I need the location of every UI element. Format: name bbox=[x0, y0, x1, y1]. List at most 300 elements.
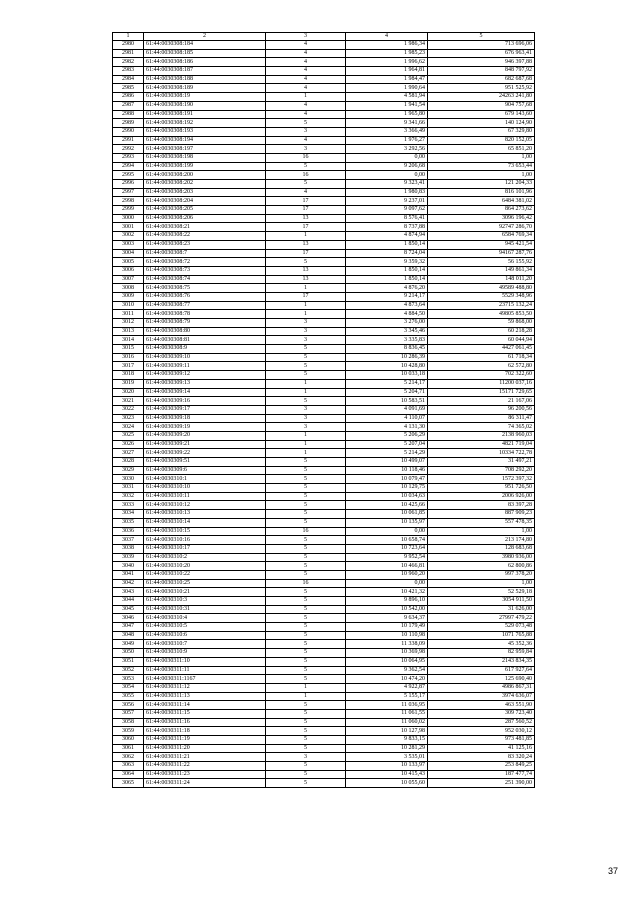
table-row bbox=[113, 779, 535, 788]
cadastral-value-cell: 1,00 bbox=[428, 153, 535, 162]
cadastral-number-cell: 61:44:0030311:12 bbox=[144, 683, 266, 692]
specific-value-cell: 1 976,27 bbox=[346, 136, 428, 145]
cadastral-value-cell: 49589 488,80 bbox=[428, 284, 535, 293]
group-cell: 3 bbox=[266, 145, 346, 154]
cadastral-value-cell: 11200 037,16 bbox=[428, 379, 535, 388]
specific-value-cell: 9 237,01 bbox=[346, 197, 428, 206]
row-number-cell: 3028 bbox=[113, 458, 144, 467]
specific-value-cell: 9 323,41 bbox=[346, 180, 428, 189]
specific-value-cell: 5 207,04 bbox=[346, 440, 428, 449]
specific-value-cell: 4 581,94 bbox=[346, 93, 428, 102]
cadastral-value-cell: 309 723,40 bbox=[428, 709, 535, 718]
table-row bbox=[113, 466, 535, 475]
row-number-cell: 3051 bbox=[113, 657, 144, 666]
row-number-cell: 3063 bbox=[113, 762, 144, 771]
cadastral-value-cell: 140 124,90 bbox=[428, 119, 535, 128]
cadastral-number-cell: 61:44:0030308:186 bbox=[144, 58, 266, 67]
cadastral-number-cell: 61:44:0030308:187 bbox=[144, 67, 266, 76]
table-row bbox=[113, 562, 535, 571]
cadastral-number-cell: 61:44:0030310:21 bbox=[144, 588, 266, 597]
table-row bbox=[113, 310, 535, 319]
cadastral-value-cell: 820 152,05 bbox=[428, 136, 535, 145]
table-row bbox=[113, 362, 535, 371]
specific-value-cell: 10 281,29 bbox=[346, 744, 428, 753]
cadastral-number-cell: 61:44:0030310:31 bbox=[144, 605, 266, 614]
cadastral-number-cell: 61:44:0030310:6 bbox=[144, 631, 266, 640]
cadastral-number-cell: 61:44:0030309:22 bbox=[144, 449, 266, 458]
specific-value-cell: 8 576,41 bbox=[346, 214, 428, 223]
table-row bbox=[113, 171, 535, 180]
group-cell: 4 bbox=[266, 110, 346, 119]
row-number-cell: 2999 bbox=[113, 206, 144, 215]
cadastral-number-cell: 61:44:0030310:7 bbox=[144, 640, 266, 649]
table-row bbox=[113, 492, 535, 501]
row-number-cell: 2995 bbox=[113, 171, 144, 180]
cadastral-value-cell: 56 155,92 bbox=[428, 258, 535, 267]
table-row bbox=[113, 527, 535, 536]
cadastral-number-cell: 61:44:0030310:22 bbox=[144, 570, 266, 579]
table-row bbox=[113, 223, 535, 232]
row-number-cell: 3005 bbox=[113, 258, 144, 267]
cadastral-value-cell: 60 044,94 bbox=[428, 336, 535, 345]
header-cell-5: 5 bbox=[428, 33, 535, 41]
group-cell: 1 bbox=[266, 379, 346, 388]
cadastral-value-cell: 92747 286,70 bbox=[428, 223, 535, 232]
row-number-cell: 3015 bbox=[113, 345, 144, 354]
specific-value-cell: 5 214,17 bbox=[346, 379, 428, 388]
group-cell: 5 bbox=[266, 736, 346, 745]
table-row bbox=[113, 449, 535, 458]
table-row bbox=[113, 206, 535, 215]
group-cell: 5 bbox=[266, 258, 346, 267]
table-row bbox=[113, 67, 535, 76]
cadastral-value-cell: 5529 348,96 bbox=[428, 292, 535, 301]
cadastral-number-cell: 61:44:0030308:198 bbox=[144, 153, 266, 162]
table-row bbox=[113, 119, 535, 128]
specific-value-cell: 4 874,94 bbox=[346, 232, 428, 241]
cadastral-value-cell: 31 626,00 bbox=[428, 605, 535, 614]
cadastral-value-cell: 2006 926,00 bbox=[428, 492, 535, 501]
table-row bbox=[113, 709, 535, 718]
table-row bbox=[113, 649, 535, 658]
cadastral-value-cell: 1,00 bbox=[428, 579, 535, 588]
cadastral-value-cell: 713 696,06 bbox=[428, 41, 535, 50]
table-row bbox=[113, 727, 535, 736]
specific-value-cell: 10 369,98 bbox=[346, 649, 428, 658]
table-row bbox=[113, 675, 535, 684]
table-row bbox=[113, 458, 535, 467]
cadastral-number-cell: 61:44:0030308:204 bbox=[144, 197, 266, 206]
cadastral-value-cell: 10334 722,78 bbox=[428, 449, 535, 458]
cadastral-value-cell: 82 959,84 bbox=[428, 649, 535, 658]
row-number-cell: 2980 bbox=[113, 41, 144, 50]
cadastral-value-cell: 682 687,68 bbox=[428, 75, 535, 84]
cadastral-number-cell: 61:44:0030308:80 bbox=[144, 327, 266, 336]
row-number-cell: 3003 bbox=[113, 240, 144, 249]
table-row bbox=[113, 431, 535, 440]
table-row bbox=[113, 683, 535, 692]
group-cell: 4 bbox=[266, 75, 346, 84]
cadastral-number-cell: 61:44:0030309:19 bbox=[144, 423, 266, 432]
group-cell: 5 bbox=[266, 614, 346, 623]
specific-value-cell: 4 873,64 bbox=[346, 301, 428, 310]
specific-value-cell: 11 036,95 bbox=[346, 701, 428, 710]
specific-value-cell: 10 133,97 bbox=[346, 762, 428, 771]
table-header-row bbox=[113, 33, 535, 41]
specific-value-cell: 1 965,80 bbox=[346, 110, 428, 119]
cadastral-number-cell: 61:44:0030310:11 bbox=[144, 492, 266, 501]
specific-value-cell: 1 985,23 bbox=[346, 49, 428, 58]
specific-value-cell: 1 984,47 bbox=[346, 75, 428, 84]
table-row bbox=[113, 388, 535, 397]
row-number-cell: 3031 bbox=[113, 484, 144, 493]
specific-value-cell: 8 724,04 bbox=[346, 249, 428, 258]
table-row bbox=[113, 544, 535, 553]
cadastral-number-cell: 61:44:0030308:23 bbox=[144, 240, 266, 249]
group-cell: 16 bbox=[266, 171, 346, 180]
cadastral-number-cell: 61:44:0030309:14 bbox=[144, 388, 266, 397]
cadastral-value-cell: 41 125,16 bbox=[428, 744, 535, 753]
group-cell: 17 bbox=[266, 197, 346, 206]
group-cell: 5 bbox=[266, 501, 346, 510]
row-number-cell: 3061 bbox=[113, 744, 144, 753]
group-cell: 5 bbox=[266, 484, 346, 493]
table-row bbox=[113, 258, 535, 267]
cadastral-number-cell: 61:44:0030308:185 bbox=[144, 49, 266, 58]
row-number-cell: 3021 bbox=[113, 397, 144, 406]
group-cell: 5 bbox=[266, 597, 346, 606]
row-number-cell: 3018 bbox=[113, 371, 144, 380]
group-cell: 5 bbox=[266, 371, 346, 380]
cadastral-number-cell: 61:44:0030308:188 bbox=[144, 75, 266, 84]
header-cell-1: 1 bbox=[113, 33, 144, 41]
cadastral-value-cell: 708 292,20 bbox=[428, 466, 535, 475]
cadastral-number-cell: 61:44:0030308:22 bbox=[144, 232, 266, 241]
table-row bbox=[113, 484, 535, 493]
row-number-cell: 3036 bbox=[113, 527, 144, 536]
cadastral-value-cell: 2143 834,35 bbox=[428, 657, 535, 666]
cadastral-value-cell: 65 851,20 bbox=[428, 145, 535, 154]
table-row bbox=[113, 136, 535, 145]
group-cell: 3 bbox=[266, 336, 346, 345]
group-cell: 17 bbox=[266, 292, 346, 301]
table-row bbox=[113, 597, 535, 606]
cadastral-value-cell: 463 551,90 bbox=[428, 701, 535, 710]
cadastral-value-cell: 946 397,88 bbox=[428, 58, 535, 67]
cadastral-number-cell: 61:44:0030310:2 bbox=[144, 553, 266, 562]
cadastral-number-cell: 61:44:0030308:200 bbox=[144, 171, 266, 180]
row-number-cell: 2988 bbox=[113, 110, 144, 119]
cadastral-value-cell: 62 800,86 bbox=[428, 562, 535, 571]
table-row bbox=[113, 353, 535, 362]
group-cell: 4 bbox=[266, 49, 346, 58]
specific-value-cell: 9 833,15 bbox=[346, 736, 428, 745]
specific-value-cell: 10 723,64 bbox=[346, 544, 428, 553]
row-number-cell: 3008 bbox=[113, 284, 144, 293]
table-row bbox=[113, 292, 535, 301]
specific-value-cell: 10 960,20 bbox=[346, 570, 428, 579]
cadastral-value-cell: 61 718,34 bbox=[428, 353, 535, 362]
specific-value-cell: 10 179,49 bbox=[346, 623, 428, 632]
cadastral-value-cell: 529 073,48 bbox=[428, 623, 535, 632]
specific-value-cell: 10 129,75 bbox=[346, 484, 428, 493]
row-number-cell: 3030 bbox=[113, 475, 144, 484]
cadastral-value-cell: 1,00 bbox=[428, 171, 535, 180]
cadastral-number-cell: 61:44:0030309:51 bbox=[144, 458, 266, 467]
table-row bbox=[113, 501, 535, 510]
group-cell: 5 bbox=[266, 718, 346, 727]
cadastral-number-cell: 61:44:0030308:7 bbox=[144, 249, 266, 258]
table-row bbox=[113, 553, 535, 562]
group-cell: 3 bbox=[266, 405, 346, 414]
table-row bbox=[113, 666, 535, 675]
specific-value-cell: 3 535,01 bbox=[346, 753, 428, 762]
table-row bbox=[113, 701, 535, 710]
cadastral-number-cell: 61:44:0030308:184 bbox=[144, 41, 266, 50]
group-cell: 5 bbox=[266, 701, 346, 710]
specific-value-cell: 9 097,62 bbox=[346, 206, 428, 215]
specific-value-cell: 11 060,02 bbox=[346, 718, 428, 727]
table-row bbox=[113, 423, 535, 432]
group-cell: 1 bbox=[266, 431, 346, 440]
table-row bbox=[113, 232, 535, 241]
cadastral-value-cell: 1572 397,32 bbox=[428, 475, 535, 484]
cadastral-value-cell: 4821 719,04 bbox=[428, 440, 535, 449]
table-body bbox=[113, 33, 535, 788]
cadastral-number-cell: 61:44:0030310:5 bbox=[144, 623, 266, 632]
row-number-cell: 2992 bbox=[113, 145, 144, 154]
specific-value-cell: 10 421,32 bbox=[346, 588, 428, 597]
group-cell: 5 bbox=[266, 518, 346, 527]
cadastral-number-cell: 61:44:0030308:9 bbox=[144, 345, 266, 354]
specific-value-cell: 4 110,07 bbox=[346, 414, 428, 423]
row-number-cell: 2981 bbox=[113, 49, 144, 58]
group-cell: 5 bbox=[266, 162, 346, 171]
group-cell: 5 bbox=[266, 640, 346, 649]
row-number-cell: 2987 bbox=[113, 101, 144, 110]
group-cell: 5 bbox=[266, 588, 346, 597]
specific-value-cell: 10 415,43 bbox=[346, 770, 428, 779]
cadastral-value-cell: 21 167,06 bbox=[428, 397, 535, 406]
row-number-cell: 3054 bbox=[113, 683, 144, 692]
group-cell: 1 bbox=[266, 232, 346, 241]
group-cell: 5 bbox=[266, 536, 346, 545]
group-cell: 5 bbox=[266, 475, 346, 484]
cadastral-number-cell: 61:44:0030308:202 bbox=[144, 180, 266, 189]
cadastral-value-cell: 83 397,28 bbox=[428, 501, 535, 510]
cadastral-value-cell: 287 560,52 bbox=[428, 718, 535, 727]
cadastral-number-cell: 61:44:0030308:199 bbox=[144, 162, 266, 171]
cadastral-value-cell: 951 726,50 bbox=[428, 484, 535, 493]
specific-value-cell: 1 964,81 bbox=[346, 67, 428, 76]
row-number-cell: 3045 bbox=[113, 605, 144, 614]
group-cell: 5 bbox=[266, 779, 346, 788]
row-number-cell: 2984 bbox=[113, 75, 144, 84]
row-number-cell: 3048 bbox=[113, 631, 144, 640]
row-number-cell: 3049 bbox=[113, 640, 144, 649]
cadastral-number-cell: 61:44:0030308:19 bbox=[144, 93, 266, 102]
cadastral-number-cell: 61:44:0030309:11 bbox=[144, 362, 266, 371]
cadastral-number-cell: 61:44:0030308:205 bbox=[144, 206, 266, 215]
cadastral-value-cell: 4986 867,31 bbox=[428, 683, 535, 692]
row-number-cell: 2991 bbox=[113, 136, 144, 145]
cadastral-value-cell: 27997 479,22 bbox=[428, 614, 535, 623]
specific-value-cell: 10 474,20 bbox=[346, 675, 428, 684]
group-cell: 5 bbox=[266, 362, 346, 371]
cadastral-value-cell: 951 525,92 bbox=[428, 84, 535, 93]
cadastral-number-cell: 61:44:0030308:189 bbox=[144, 84, 266, 93]
cadastral-number-cell: 61:44:0030308:72 bbox=[144, 258, 266, 267]
table-row bbox=[113, 127, 535, 136]
specific-value-cell: 4 876,20 bbox=[346, 284, 428, 293]
specific-value-cell: 4 884,50 bbox=[346, 310, 428, 319]
group-cell: 4 bbox=[266, 67, 346, 76]
specific-value-cell: 10 425,66 bbox=[346, 501, 428, 510]
group-cell: 3 bbox=[266, 327, 346, 336]
table-row bbox=[113, 301, 535, 310]
cadastral-number-cell: 61:44:0030308:191 bbox=[144, 110, 266, 119]
cadastral-number-cell: 61:44:0030308:81 bbox=[144, 336, 266, 345]
specific-value-cell: 9 206,68 bbox=[346, 162, 428, 171]
row-number-cell: 3014 bbox=[113, 336, 144, 345]
row-number-cell: 3002 bbox=[113, 232, 144, 241]
row-number-cell: 3062 bbox=[113, 753, 144, 762]
group-cell: 16 bbox=[266, 153, 346, 162]
cadastral-value-cell: 52 529,18 bbox=[428, 588, 535, 597]
group-cell: 1 bbox=[266, 301, 346, 310]
table-row bbox=[113, 249, 535, 258]
cadastral-value-cell: 1,00 bbox=[428, 527, 535, 536]
row-number-cell: 3043 bbox=[113, 588, 144, 597]
table-row bbox=[113, 41, 535, 50]
table-row bbox=[113, 536, 535, 545]
group-cell: 5 bbox=[266, 544, 346, 553]
cadastral-number-cell: 61:44:0030311:20 bbox=[144, 744, 266, 753]
cadastral-number-cell: 61:44:0030311:11 bbox=[144, 666, 266, 675]
specific-value-cell: 0,00 bbox=[346, 579, 428, 588]
cadastral-value-cell: 3096 196,42 bbox=[428, 214, 535, 223]
row-number-cell: 2983 bbox=[113, 67, 144, 76]
row-number-cell: 3016 bbox=[113, 353, 144, 362]
cadastral-value-cell: 83 320,24 bbox=[428, 753, 535, 762]
group-cell: 5 bbox=[266, 666, 346, 675]
cadastral-value-cell: 49805 853,50 bbox=[428, 310, 535, 319]
cadastral-number-cell: 61:44:0030310:15 bbox=[144, 527, 266, 536]
cadastral-number-cell: 61:44:0030310:4 bbox=[144, 614, 266, 623]
specific-value-cell: 10 061,85 bbox=[346, 510, 428, 519]
cadastral-number-cell: 61:44:0030308:79 bbox=[144, 319, 266, 328]
cadastral-value-cell: 6484 381,02 bbox=[428, 197, 535, 206]
specific-value-cell: 10 127,98 bbox=[346, 727, 428, 736]
table-row bbox=[113, 657, 535, 666]
specific-value-cell: 1 986,34 bbox=[346, 41, 428, 50]
specific-value-cell: 8 737,88 bbox=[346, 223, 428, 232]
cadastral-value-cell: 187 477,74 bbox=[428, 770, 535, 779]
row-number-cell: 2990 bbox=[113, 127, 144, 136]
cadastral-value-cell: 864 273,62 bbox=[428, 206, 535, 215]
table-row bbox=[113, 275, 535, 284]
cadastral-number-cell: 61:44:0030311:10 bbox=[144, 657, 266, 666]
cadastral-value-cell: 2138 960,03 bbox=[428, 431, 535, 440]
group-cell: 5 bbox=[266, 119, 346, 128]
specific-value-cell: 10 135,97 bbox=[346, 518, 428, 527]
table-row bbox=[113, 753, 535, 762]
group-cell: 5 bbox=[266, 675, 346, 684]
cadastral-number-cell: 61:44:0030308:76 bbox=[144, 292, 266, 301]
cadastral-value-cell: 31 497,21 bbox=[428, 458, 535, 467]
group-cell: 17 bbox=[266, 249, 346, 258]
row-number-cell: 2985 bbox=[113, 84, 144, 93]
table-row bbox=[113, 605, 535, 614]
cadastral-number-cell: 61:44:0030311:14 bbox=[144, 701, 266, 710]
group-cell: 16 bbox=[266, 579, 346, 588]
row-number-cell: 2996 bbox=[113, 180, 144, 189]
specific-value-cell: 5 155,17 bbox=[346, 692, 428, 701]
row-number-cell: 3012 bbox=[113, 319, 144, 328]
group-cell: 1 bbox=[266, 692, 346, 701]
group-cell: 5 bbox=[266, 570, 346, 579]
specific-value-cell: 1 850,14 bbox=[346, 266, 428, 275]
row-number-cell: 3042 bbox=[113, 579, 144, 588]
cadastral-number-cell: 61:44:0030310:20 bbox=[144, 562, 266, 571]
table-row bbox=[113, 345, 535, 354]
cadastral-number-cell: 61:44:0030309:13 bbox=[144, 379, 266, 388]
table-row bbox=[113, 180, 535, 189]
table-row bbox=[113, 405, 535, 414]
specific-value-cell: 10 055,60 bbox=[346, 779, 428, 788]
cadastral-value-cell: 148 011,20 bbox=[428, 275, 535, 284]
cadastral-value-cell: 676 963,41 bbox=[428, 49, 535, 58]
row-number-cell: 3011 bbox=[113, 310, 144, 319]
row-number-cell: 3035 bbox=[113, 518, 144, 527]
group-cell: 3 bbox=[266, 414, 346, 423]
row-number-cell: 3010 bbox=[113, 301, 144, 310]
group-cell: 5 bbox=[266, 762, 346, 771]
specific-value-cell: 5 206,29 bbox=[346, 431, 428, 440]
cadastral-value-cell: 997 378,20 bbox=[428, 570, 535, 579]
cadastral-number-cell: 61:44:0030308:203 bbox=[144, 188, 266, 197]
row-number-cell: 3013 bbox=[113, 327, 144, 336]
table-row bbox=[113, 75, 535, 84]
cadastral-value-cell: 952 030,12 bbox=[428, 727, 535, 736]
table-row bbox=[113, 510, 535, 519]
row-number-cell: 3006 bbox=[113, 266, 144, 275]
table-row bbox=[113, 49, 535, 58]
specific-value-cell: 4 091,69 bbox=[346, 405, 428, 414]
specific-value-cell: 9 634,37 bbox=[346, 614, 428, 623]
group-cell: 1 bbox=[266, 683, 346, 692]
header-cell-4: 4 bbox=[346, 33, 428, 41]
table-row bbox=[113, 736, 535, 745]
cadastral-number-cell: 61:44:0030310:10 bbox=[144, 484, 266, 493]
specific-value-cell: 0,00 bbox=[346, 153, 428, 162]
group-cell: 1 bbox=[266, 93, 346, 102]
specific-value-cell: 10 583,51 bbox=[346, 397, 428, 406]
table-row bbox=[113, 240, 535, 249]
row-number-cell: 3032 bbox=[113, 492, 144, 501]
specific-value-cell: 10 466,81 bbox=[346, 562, 428, 571]
cadastral-value-cell: 3980 936,00 bbox=[428, 553, 535, 562]
group-cell: 1 bbox=[266, 310, 346, 319]
group-cell: 4 bbox=[266, 84, 346, 93]
specific-value-cell: 5 214,29 bbox=[346, 449, 428, 458]
cadastral-value-cell: 67 329,80 bbox=[428, 127, 535, 136]
group-cell: 3 bbox=[266, 423, 346, 432]
cadastral-number-cell: 61:44:0030308:206 bbox=[144, 214, 266, 223]
cadastral-number-cell: 61:44:0030309:21 bbox=[144, 440, 266, 449]
specific-value-cell: 9 214,17 bbox=[346, 292, 428, 301]
table-row bbox=[113, 579, 535, 588]
